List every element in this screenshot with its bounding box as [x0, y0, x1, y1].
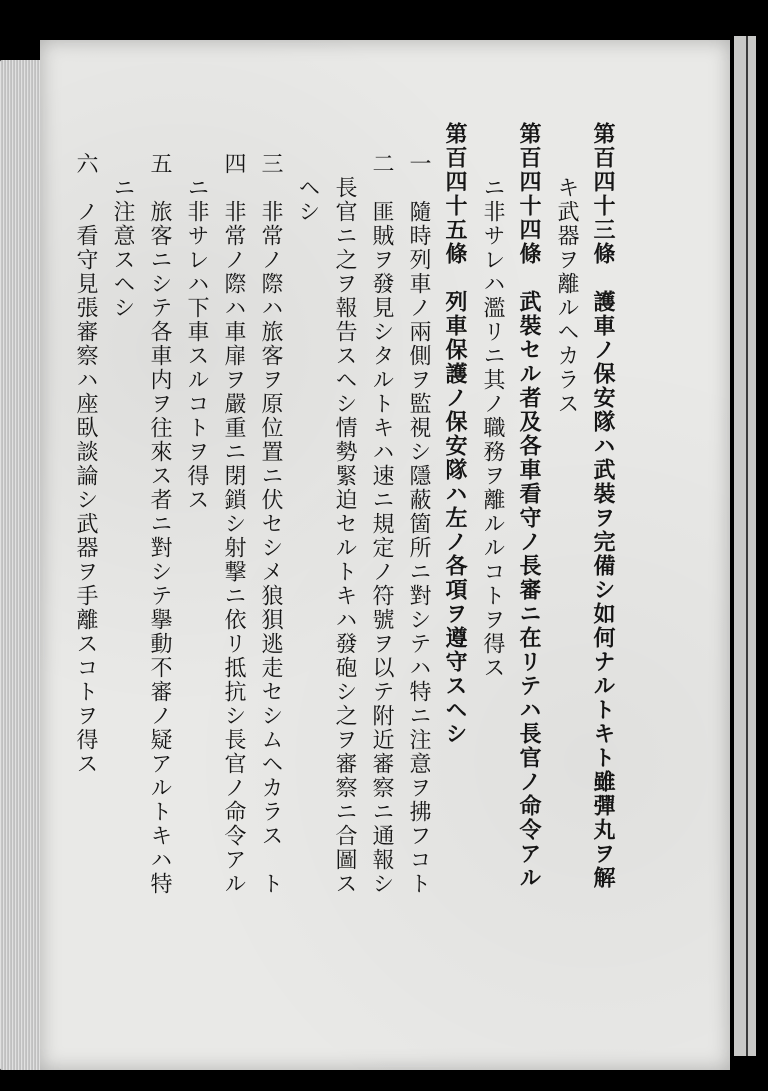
item-1-line-1: 一 隨時列車ノ兩側ヲ監視シ隱蔽箇所ニ對シテハ特ニ注意ヲ拂フコト	[406, 152, 431, 896]
page-margin-rule	[746, 36, 748, 1056]
item-4-line-1: 四 非常ノ際ハ車扉ヲ嚴重ニ閉鎖シ射撃ニ依リ抵抗シ長官ノ命令アル	[221, 152, 246, 896]
book-page	[40, 40, 730, 1070]
article-145-heading: 第百四十五條 列車保護ノ保安隊ハ左ノ各項ヲ遵守スヘシ	[442, 122, 468, 746]
item-2-line-3: ヘシ	[295, 176, 320, 224]
item-6-line-1: 六 ノ看守見張審察ハ座臥談論シ武器ヲ手離スコトヲ得ス	[73, 152, 98, 776]
item-2-line-2: 長官ニ之ヲ報告スヘシ情勢緊迫セルトキハ發砲シ之ヲ審察ニ合圖ス	[332, 176, 357, 896]
item-2-line-1: 二 匪賊ヲ發見シタルトキハ速ニ規定ノ符號ヲ以テ附近審察ニ通報シ	[369, 152, 394, 896]
article-143-line-2: キ武器ヲ離ルヘカラス	[554, 176, 579, 416]
item-5-line-2: ニ注意スヘシ	[110, 176, 135, 320]
article-143-line-1: 第百四十三條 護車ノ保安隊ハ武裝ヲ完備シ如何ナルトキト雖彈丸ヲ解	[590, 122, 616, 890]
item-3-line-1: 三 非常ノ際ハ旅客ヲ原位置ニ伏セシメ狼狽逃走セシムヘカラス ト	[258, 152, 283, 896]
article-144-line-2: ニ非サレハ濫リニ其ノ職務ヲ離ルルコトヲ得ス	[480, 176, 505, 680]
item-4-line-2: ニ非サレハ下車スルコトヲ得ス	[184, 176, 209, 512]
item-5-line-1: 五 旅客ニシテ各車内ヲ往來ス者ニ對シテ擧動不審ノ疑アルトキハ特	[147, 152, 172, 896]
page-right-margin	[734, 36, 756, 1056]
article-144-line-1: 第百四十四條 武裝セル者及各車看守ノ長審ニ在リテハ長官ノ命令アル	[516, 122, 542, 890]
